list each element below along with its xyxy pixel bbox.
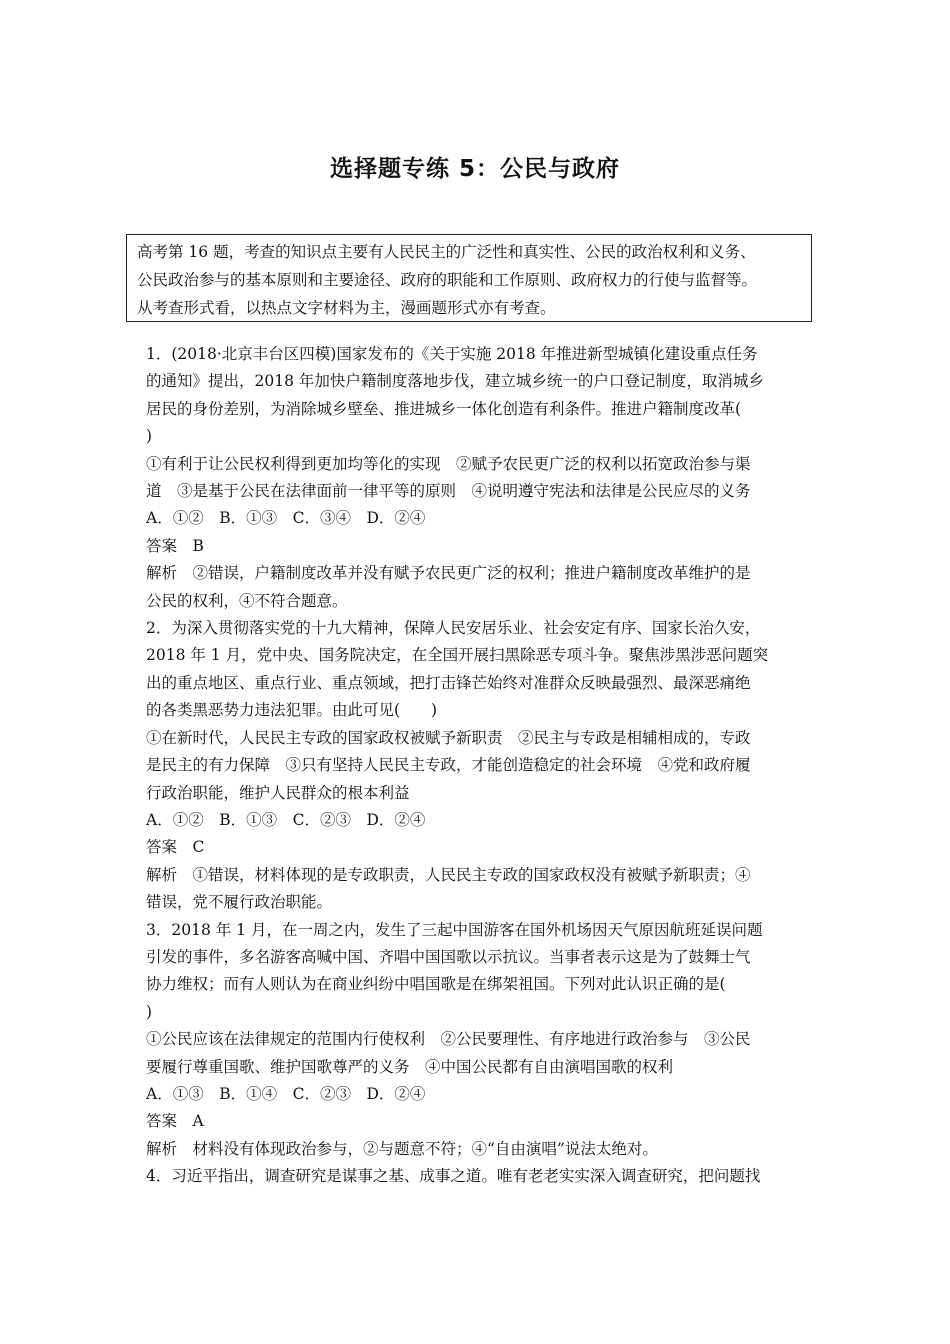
text-line: 的通知》提出，2018 年加快户籍制度落地步伐，建立城乡统一的户口登记制度，取消城乡	[146, 372, 764, 391]
text-line: 的各类黑恶势力违法犯罪。由此可见( )	[146, 701, 438, 720]
text-line: 引发的事件，多名游客高喊中国、齐唱中国国歌以示抗议。当事者表示这是为了鼓舞士气	[146, 947, 751, 966]
text-line: 2018 年 1 月，党中央、国务院决定，在全国开展扫黑除恶专项斗争。聚焦涉黑涉恶问题突	[146, 646, 769, 665]
text-line: 协力维权；而有人则认为在商业纠纷中唱国歌是在绑架祖国。下列对此认识正确的是(	[146, 975, 726, 994]
text-line: 解析 ①错误，材料体现的是专政职责，人民民主专政的国家政权没有被赋予新职责；④	[146, 865, 751, 884]
text-line: 3．2018 年 1 月，在一周之内，发生了三起中国游客在国外机场因天气原因航班延误问题	[146, 920, 763, 939]
text-line: 解析 材料没有体现政治参与，②与题意不符；④“自由演唱”说法太绝对。	[146, 1139, 658, 1158]
intro-line: 公民政治参与的基本原则和主要途径、政府的职能和工作原则、政府权力的行使与监督等。	[137, 271, 758, 289]
text-line: ①在新时代，人民民主专政的国家政权被赋予新职责 ②民主与专政是相辅相成的，专政	[146, 728, 751, 747]
text-line: 道 ③是基于公民在法律面前一律平等的原则 ④说明遵守宪法和法律是公民应尽的义务	[146, 482, 751, 501]
text-line: 出的重点地区、重点行业、重点领域，把打击锋芒始终对准群众反映最强烈、最深恶痛绝	[146, 673, 751, 692]
text-line: 错误，党不履行政治职能。	[146, 893, 333, 912]
text-line: 答案 B	[146, 536, 204, 555]
intro-box	[126, 234, 812, 322]
question-content	[146, 341, 810, 1191]
text-line: 是民主的有力保障 ③只有坚持人民民主专政，才能创造稳定的社会环境 ④党和政府履	[146, 756, 751, 775]
text-line: 1．(2018·北京丰台区四模)国家发布的《关于实施 2018 年推进新型城镇化建设重点任务	[146, 345, 758, 363]
text-line: 答案 C	[146, 838, 205, 857]
text-line: ①有利于让公民权利得到更加均等化的实现 ②赋予农民更广泛的权利以拓宽政治参与渠	[146, 454, 751, 473]
text-line: A．①③ B．①④ C．②③ D．②④	[146, 1084, 426, 1103]
intro-line: 从考查形式看，以热点文字材料为主，漫画题形式亦有考查。	[137, 299, 556, 317]
text-line: A．①② B．①③ C．③④ D．②④	[146, 509, 426, 528]
intro-line: 高考第 16 题，考查的知识点主要有人民民主的广泛性和真实性、公民的政治权利和义务、	[137, 243, 756, 261]
text-line: ①公民应该在法律规定的范围内行使权利 ②公民要理性、有序地进行政治参与 ③公民	[146, 1030, 751, 1049]
page-title: 选择题专练 5：公民与政府	[329, 156, 620, 182]
text-line: )	[146, 1002, 153, 1021]
text-line: A．①② B．①③ C．②③ D．②④	[146, 810, 426, 829]
text-line: 2．为深入贯彻落实党的十九大精神，保障人民安居乐业、社会安定有序、国家长治久安，	[146, 619, 761, 638]
text-line: 行政治职能，维护人民群众的根本利益	[146, 783, 410, 802]
text-line: 解析 ②错误，户籍制度改革并没有赋予农民更广泛的权利；推进户籍制度改革维护的是	[146, 564, 751, 583]
text-line: 答案 A	[146, 1112, 204, 1131]
text-line: 居民的身份差别，为消除城乡壁垒、推进城乡一体化创造有利条件。推进户籍制度改革(	[146, 399, 742, 418]
text-line: )	[146, 427, 153, 446]
text-line: 4．习近平指出，调查研究是谋事之基、成事之道。唯有老老实实深入调查研究，把问题找	[146, 1167, 761, 1186]
text-line: 公民的权利，④不符合题意。	[146, 591, 348, 610]
text-line: 要履行尊重国歌、维护国歌尊严的义务 ④中国公民都有自由演唱国歌的权利	[146, 1057, 674, 1076]
